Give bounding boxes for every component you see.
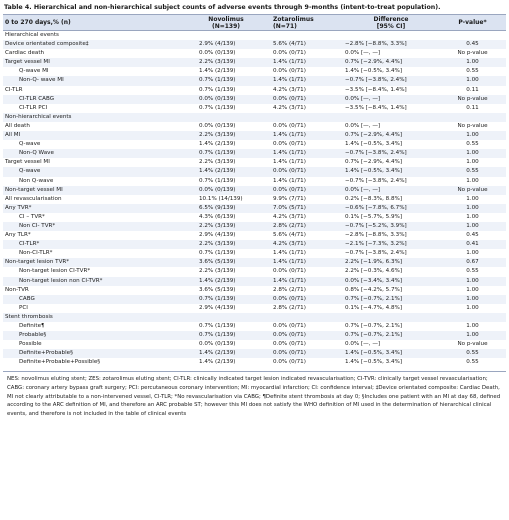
zotarolimus-value: 2.8% (2/71) [273, 286, 306, 293]
difference-value: 2.2% [−0.3%, 4.6%] [345, 268, 403, 275]
p-value: 1.00 [439, 204, 506, 213]
table-row [3, 295, 506, 304]
difference-value [343, 313, 439, 322]
table-row [3, 58, 506, 67]
p-value: 0.55 [466, 68, 479, 75]
table-row [3, 195, 506, 204]
novolimus-value [181, 113, 271, 122]
p-value: No p-value [457, 341, 488, 348]
p-value: 0.55 [466, 268, 479, 275]
zotarolimus-value: 0.0% (0/71) [271, 186, 343, 195]
row-label: Non-hierarchical events [3, 113, 181, 122]
table-footnote: NES: novolimus eluting stent; ZES: zotarolimus eluting stent; CI-TLR: clinically indicated target lesion indicated revascularisation; CI-TVR: clinically target vessel revascularisation; CABG: coronary artery bypass graft surgery; PCI: percutaneous coronary intervention; MI: myocardial infarction; CI: confidence interval; ‡Device orientated composite: Cardiac Death, MI not clearly attributable to a non-intervened vessel, CI-TLR; *No revascularisation via CABG; ¶Definite stent thrombosis at day 0; §Includes one patient with an MI at day 68, defined according to the ARC definition of MI, and therefore an ARC probable ST; however this MI does not satisfy the WHO definition of MI used in the determination of hierarchical clinical events, and therefore is not included in the table of clinical events [3, 371, 506, 418]
difference-value: −2.1% [−7.3%, 3.2%] [343, 240, 439, 249]
row-label: Non-target lesion non CI-TVR* [3, 277, 181, 286]
table-row [3, 340, 506, 349]
difference-value: 0.7% [−0.7%, 2.1%] [345, 323, 403, 329]
novolimus-value [181, 31, 271, 41]
row-label: Definite¶ [19, 323, 45, 329]
difference-value: −0.7% [−3.8%, 2.4%] [343, 76, 439, 85]
table-caption: Table 4. Hierarchical and non-hierarchical subject counts of adverse events through 9-months (intent-to-treat population). [4, 4, 441, 11]
table-row [3, 122, 506, 131]
p-value [439, 113, 506, 122]
row-label: All death [5, 122, 30, 129]
novolimus-value: 0.0% (0/139) [181, 186, 271, 195]
novolimus-value: 0.0% (0/139) [199, 122, 236, 129]
p-value: No p-value [457, 122, 488, 129]
p-value: 0.11 [466, 86, 479, 93]
difference-value: 0.7% [−2.9%, 4.4%] [343, 58, 439, 67]
difference-value: −3.5% [−8.4%, 1.4%] [345, 104, 407, 111]
p-value: 1.00 [439, 277, 506, 286]
table-row [3, 222, 506, 231]
row-label: Definite+Probable+Possible§ [19, 359, 101, 366]
p-value: 1.00 [439, 295, 506, 304]
row-label: Cardiac death [5, 50, 45, 57]
p-value: 0.55 [439, 349, 506, 358]
row-label: Q-wave [3, 167, 181, 176]
row-label: Non-target lesion TVR* [3, 258, 181, 267]
table-row [3, 304, 506, 313]
row-label: CI-TLR [5, 86, 23, 93]
p-value: 0.45 [439, 40, 506, 49]
row-label: CI-TLR CABG [3, 95, 181, 104]
row-label: All MI [3, 131, 181, 140]
zotarolimus-value: 1.4% (1/71) [273, 177, 306, 184]
row-label: CI-TLR* [3, 240, 181, 249]
difference-value: −2.8% [−8.8%, 3.3%] [343, 40, 439, 49]
difference-value: 1.4% [−0.5%, 3.4%] [345, 68, 403, 75]
difference-value: 1.4% [−0.5%, 3.4%] [343, 167, 439, 176]
table-row [3, 267, 506, 276]
table-row [3, 331, 506, 340]
zotarolimus-value: 1.4% (1/71) [271, 277, 343, 286]
novolimus-value: 4.3% (6/139) [199, 213, 236, 220]
zotarolimus-value: 2.8% (2/71) [273, 304, 306, 311]
table-row [3, 358, 506, 367]
table-row [3, 67, 506, 76]
table-row [3, 131, 506, 140]
zotarolimus-value [271, 31, 343, 41]
novolimus-value: 0.7% (1/139) [199, 250, 236, 257]
zotarolimus-value: 1.4% (1/71) [271, 149, 343, 158]
zotarolimus-value: 4.2% (3/71) [273, 104, 306, 111]
row-label: Definite+Probable§ [3, 349, 181, 358]
row-label: Non Q-wave [19, 177, 54, 184]
difference-value: 1.4% [−0.5%, 3.4%] [343, 349, 439, 358]
zotarolimus-value: 1.4% (1/71) [271, 76, 343, 85]
row-label: Target vessel MI [3, 58, 181, 67]
row-label: CI-TLR PCI [19, 104, 48, 111]
zotarolimus-value: 1.4% (1/71) [271, 258, 343, 267]
zotarolimus-value: 0.0% (0/71) [273, 268, 306, 275]
p-value: 1.00 [466, 213, 479, 220]
novolimus-value: 10.1% (14/139) [199, 195, 243, 202]
row-label: Probable§ [3, 331, 181, 340]
novolimus-value: 0.7% (1/139) [181, 76, 271, 85]
row-label: Non-target vessel MI [3, 186, 181, 195]
novolimus-value: 6.5% (9/139) [181, 204, 271, 213]
difference-value: 0.7% [−2.9%, 4.4%] [343, 131, 439, 140]
novolimus-value: 2.2% (3/139) [199, 268, 236, 275]
header-p-value: P-value* [439, 15, 506, 31]
p-value: 1.00 [466, 286, 479, 293]
p-value: 0.67 [439, 258, 506, 267]
zotarolimus-value: 0.0% (0/71) [271, 167, 343, 176]
novolimus-value: 0.7% (1/139) [199, 323, 236, 329]
p-value [439, 31, 506, 41]
difference-value: 0.0% [—, —] [343, 186, 439, 195]
table-row [3, 213, 506, 222]
difference-value: 0.1% [−5.7%, 5.9%] [345, 213, 403, 220]
zotarolimus-value: 4.2% (3/71) [271, 240, 343, 249]
zotarolimus-value [271, 113, 343, 122]
row-label: CI – TVR* [19, 213, 45, 220]
table-row [3, 313, 506, 322]
p-value: 1.00 [439, 76, 506, 85]
zotarolimus-value: 0.0% (0/71) [271, 95, 343, 104]
row-label: Non CI- TVR* [3, 222, 181, 231]
table-row [3, 249, 506, 258]
row-label: Device orientated composite‡ [3, 40, 181, 49]
p-value: No p-value [439, 186, 506, 195]
row-label: CABG [3, 295, 181, 304]
zotarolimus-value: 1.4% (1/71) [273, 159, 306, 166]
row-label: Target vessel MI [5, 159, 50, 166]
row-label: Stent thrombosis [3, 313, 181, 322]
novolimus-value: 3.6% (5/139) [199, 286, 236, 293]
table-row [3, 158, 506, 167]
p-value: 1.00 [466, 177, 479, 184]
p-value: 1.00 [466, 250, 479, 257]
difference-value: −0.7% [−5.2%, 3.9%] [343, 222, 439, 231]
novolimus-value: 0.7% (1/139) [199, 86, 236, 93]
row-label: Q-wave MI [19, 68, 49, 75]
table-row [3, 349, 506, 358]
difference-value: −2.8% [−8.8%, 3.3%] [345, 232, 407, 239]
row-label: PCI [19, 304, 28, 311]
zotarolimus-value: 1.4% (1/71) [273, 250, 306, 257]
novolimus-value: 3.6% (5/139) [181, 258, 271, 267]
difference-value: 0.8% [−4.2%, 5.7%] [345, 286, 403, 293]
novolimus-value: 0.7% (1/139) [199, 177, 236, 184]
table-row [3, 104, 506, 113]
zotarolimus-value: 0.0% (0/71) [273, 68, 306, 75]
difference-value: 2.2% [−1.9%, 6.3%] [343, 258, 439, 267]
zotarolimus-value: 5.6% (4/71) [273, 232, 306, 239]
zotarolimus-value: 4.2% (3/71) [273, 213, 306, 220]
table-row [3, 149, 506, 158]
header-period: 0 to 270 days,% (n) [3, 15, 181, 31]
row-label: Non-TVR [5, 286, 29, 293]
p-value: 1.00 [466, 195, 479, 202]
difference-value: 0.0% [—, —] [345, 50, 381, 57]
zotarolimus-value: 0.0% (0/71) [271, 295, 343, 304]
zotarolimus-value: 4.2% (3/71) [273, 86, 306, 93]
table-row [3, 186, 506, 195]
novolimus-value: 0.7% (1/139) [181, 331, 271, 340]
zotarolimus-value: 2.8% (2/71) [271, 222, 343, 231]
table-row [3, 95, 506, 104]
difference-value [343, 113, 439, 122]
zotarolimus-value: 0.0% (0/71) [273, 359, 306, 366]
p-value: 1.00 [466, 323, 479, 329]
difference-value: −0.7% [−3.8%, 2.4%] [343, 149, 439, 158]
zotarolimus-value [271, 313, 343, 322]
p-value: No p-value [457, 50, 488, 57]
header-difference: Difference [95% CI] [343, 15, 439, 31]
novolimus-value: 0.0% (0/139) [199, 50, 236, 57]
p-value: 0.41 [439, 240, 506, 249]
zotarolimus-value: 0.0% (0/71) [271, 349, 343, 358]
table-row [3, 40, 506, 49]
novolimus-value: 2.2% (3/139) [181, 58, 271, 67]
difference-value: 0.7% [−0.7%, 2.1%] [343, 331, 439, 340]
novolimus-value: 0.7% (1/139) [181, 295, 271, 304]
difference-value: 0.2% [−8.3%, 8.8%] [345, 195, 403, 202]
p-value: 1.00 [439, 222, 506, 231]
zotarolimus-value: 0.0% (0/71) [273, 341, 306, 348]
table-row [3, 31, 506, 41]
p-value: 1.00 [439, 149, 506, 158]
p-value: 0.45 [466, 232, 479, 239]
table-row [3, 286, 506, 295]
p-value: 1.00 [439, 58, 506, 67]
novolimus-value: 2.9% (4/139) [199, 232, 236, 239]
p-value: 0.11 [466, 104, 479, 111]
table-row [3, 86, 506, 95]
row-label: Possible [19, 341, 42, 348]
zotarolimus-value: 1.4% (1/71) [271, 58, 343, 67]
table-row [3, 322, 506, 331]
zotarolimus-value: 5.6% (4/71) [271, 40, 343, 49]
difference-value: −3.5% [−8.4%, 1.4%] [345, 86, 407, 93]
difference-value: 1.4% [−0.5%, 3.4%] [345, 359, 403, 366]
difference-value [343, 31, 439, 41]
difference-value: 0.0% [—, —] [345, 122, 381, 129]
table-row [3, 231, 506, 240]
p-value: No p-value [439, 95, 506, 104]
novolimus-value: 0.0% (0/139) [199, 341, 236, 348]
p-value: 1.00 [439, 331, 506, 340]
table-header-row [3, 15, 506, 31]
difference-value: 1.4% [−0.5%, 3.4%] [345, 141, 403, 148]
novolimus-value: 1.4% (2/139) [199, 141, 236, 148]
table-row [3, 177, 506, 186]
difference-value: −0.7% [−3.8%, 2.4%] [345, 177, 407, 184]
zotarolimus-value: 0.0% (0/71) [273, 141, 306, 148]
table-row [3, 140, 506, 149]
novolimus-value: 0.0% (0/139) [181, 95, 271, 104]
difference-value: −0.7% [−3.8%, 2.4%] [345, 250, 407, 257]
row-label: Non-Q Wave [3, 149, 181, 158]
p-value: 1.00 [439, 131, 506, 140]
novolimus-value [181, 313, 271, 322]
zotarolimus-value: 0.0% (0/71) [273, 323, 306, 329]
difference-value: 0.0% [—, —] [343, 95, 439, 104]
table-row [3, 167, 506, 176]
p-value: 0.55 [439, 167, 506, 176]
row-label: Q-wave [19, 141, 41, 148]
zotarolimus-value: 0.0% (0/71) [273, 122, 306, 129]
zotarolimus-value: 7.0% (5/71) [271, 204, 343, 213]
zotarolimus-value: 0.0% (0/71) [271, 331, 343, 340]
difference-value: 0.1% [−4.7%, 4.8%] [345, 304, 403, 311]
p-value: 1.00 [466, 159, 479, 166]
table-row [3, 113, 506, 122]
novolimus-value: 2.9% (4/139) [199, 304, 236, 311]
row-label: Non-Q- wave MI [3, 76, 181, 85]
novolimus-value: 1.4% (2/139) [181, 277, 271, 286]
row-label: Non-target lesion CI-TVR* [19, 268, 91, 275]
novolimus-value: 1.4% (2/139) [181, 349, 271, 358]
novolimus-value: 1.4% (2/139) [199, 359, 236, 366]
novolimus-value: 0.7% (1/139) [199, 104, 236, 111]
header-zotarolimus: Zotarolimus (N=71) [271, 15, 343, 31]
header-novolimus: Novolimus (N=139) [181, 15, 271, 31]
row-label: Hierarchical events [5, 32, 59, 38]
table-row [3, 240, 506, 249]
difference-value: 0.7% [−2.9%, 4.4%] [345, 159, 403, 166]
p-value: 0.55 [466, 141, 479, 148]
p-value: 0.55 [466, 359, 479, 366]
novolimus-value: 2.2% (3/139) [181, 240, 271, 249]
row-label: All revascularisation [5, 195, 62, 202]
table-row [3, 277, 506, 286]
p-value: 1.00 [466, 304, 479, 311]
difference-value: 0.0% [—, —] [345, 341, 381, 348]
table-row [3, 204, 506, 213]
novolimus-value: 1.4% (2/139) [199, 68, 236, 75]
novolimus-value: 2.2% (3/139) [181, 131, 271, 140]
adverse-events-table [3, 14, 506, 367]
difference-value: 0.7% [−0.7%, 2.1%] [343, 295, 439, 304]
difference-value: −0.6% [−7.8%, 6.7%] [343, 204, 439, 213]
novolimus-value: 2.2% (3/139) [199, 159, 236, 166]
novolimus-value: 1.4% (2/139) [181, 167, 271, 176]
difference-value: 0.0% [−3.4%, 3.4%] [343, 277, 439, 286]
table-row [3, 49, 506, 58]
zotarolimus-value: 1.4% (1/71) [271, 131, 343, 140]
novolimus-value: 2.9% (4/139) [181, 40, 271, 49]
zotarolimus-value: 0.0% (0/71) [273, 50, 306, 57]
p-value [439, 313, 506, 322]
row-label: Non-CI-TLR* [19, 250, 53, 257]
novolimus-value: 2.2% (3/139) [181, 222, 271, 231]
table-row [3, 258, 506, 267]
row-label: Any TLR* [5, 232, 31, 239]
row-label: Any TVR* [3, 204, 181, 213]
table-row [3, 76, 506, 85]
novolimus-value: 0.7% (1/139) [181, 149, 271, 158]
zotarolimus-value: 9.9% (7/71) [273, 195, 306, 202]
